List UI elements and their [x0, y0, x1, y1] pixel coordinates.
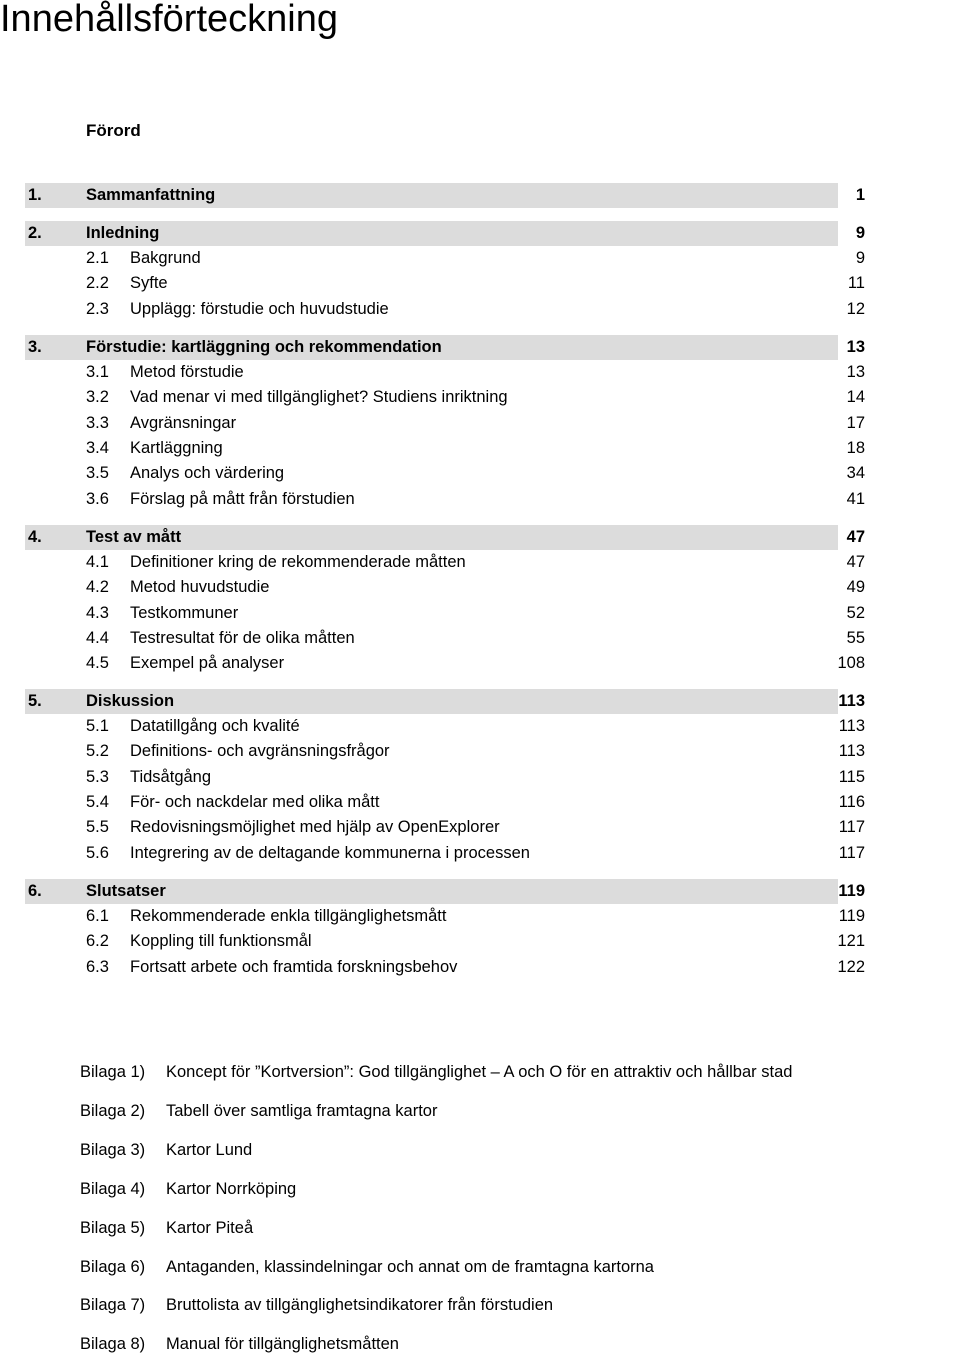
toc-subsection-row[interactable] [0, 714, 960, 739]
subsection-title: Avgränsningar [130, 413, 237, 432]
subsection-page-number: 117 [838, 843, 865, 862]
section-title: Diskussion [86, 692, 175, 710]
subsection-title: Fortsatt arbete och framtida forskningsbehov [130, 957, 458, 976]
subsection-number: 4.5 [86, 654, 109, 673]
section-page-number: 113 [838, 692, 865, 710]
toc-subsection-row[interactable] [0, 765, 960, 790]
toc-subsection-row[interactable] [0, 360, 960, 385]
appendix-label: Bilaga 8) [80, 1335, 146, 1354]
appendix-item[interactable] [0, 1099, 960, 1123]
section-title: Förstudie: kartläggning och rekommendation [86, 338, 442, 356]
subsection-page-number: 34 [846, 464, 865, 483]
subsection-title: Testresultat för de olika måtten [130, 628, 355, 647]
subsection-title: Vad menar vi med tillgänglighet? Studiens inriktning [130, 388, 508, 407]
subsection-number: 6.3 [86, 957, 109, 976]
subsection-title: Exempel på analyser [130, 654, 285, 673]
subsection-page-number: 119 [838, 907, 865, 925]
appendix-title: Bruttolista av tillgänglighetsindikatorer från förstudien [166, 1296, 554, 1315]
subsection-page-number: 52 [846, 603, 865, 622]
subsection-title: Koppling till funktionsmål [130, 932, 312, 951]
section-number: 2. [28, 224, 42, 242]
toc-subsection-row[interactable] [0, 575, 960, 600]
appendix-item[interactable] [0, 1255, 960, 1279]
appendix-item[interactable] [0, 1060, 960, 1084]
toc-subsection-row[interactable] [0, 550, 960, 575]
appendix-title: Koncept för ”Kortversion”: God tillgänglighet – A och O för en attraktiv och hållbar stad [166, 1063, 793, 1081]
appendix-item[interactable] [0, 1216, 960, 1240]
toc-section-row[interactable] [0, 335, 960, 360]
toc-subsection-row[interactable] [0, 385, 960, 410]
appendix-title: Manual för tillgänglighetsmåtten [166, 1335, 399, 1354]
appendix-item[interactable] [0, 1138, 960, 1162]
section-page-number: 1 [855, 186, 865, 204]
toc-subsection-row[interactable] [0, 929, 960, 954]
toc-subsection-row[interactable] [0, 271, 960, 296]
subsection-title: För- och nackdelar med olika mått [130, 792, 380, 811]
subsection-number: 5.5 [86, 818, 109, 837]
toc-section-row[interactable] [0, 525, 960, 550]
toc-subsection-row[interactable] [0, 955, 960, 980]
section-number: 5. [28, 692, 42, 710]
appendix-item[interactable] [0, 1293, 960, 1317]
appendix-title: Kartor Lund [166, 1140, 253, 1159]
subsection-page-number: 11 [847, 274, 865, 293]
subsection-number: 5.2 [86, 742, 109, 761]
subsection-title: Definitioner kring de rekommenderade måtten [130, 553, 466, 571]
subsection-title: Integrering av de deltagande kommunerna i processen [130, 843, 530, 862]
subsection-page-number: 117 [838, 818, 865, 837]
toc-subsection-row[interactable] [0, 815, 960, 840]
subsection-number: 5.6 [86, 843, 109, 862]
subsection-page-number: 41 [846, 489, 865, 508]
subsection-page-number: 14 [846, 388, 865, 407]
subsection-page-number: 108 [837, 654, 865, 673]
toc-subsection-row[interactable] [0, 739, 960, 764]
subsection-title: Syfte [130, 274, 168, 293]
subsection-title: Tidsåtgång [130, 767, 212, 786]
subsection-page-number: 121 [837, 932, 865, 951]
subsection-number: 5.4 [86, 792, 109, 811]
section-page-number: 47 [846, 528, 865, 546]
toc-section-row[interactable] [0, 879, 960, 904]
toc-subsection-row[interactable] [0, 436, 960, 461]
subsection-title: Definitions- och avgränsningsfrågor [130, 742, 390, 761]
subsection-page-number: 55 [846, 628, 865, 647]
subsection-number: 4.4 [86, 628, 109, 647]
subsection-number: 3.3 [86, 413, 109, 432]
subsection-page-number: 113 [838, 742, 865, 761]
appendix-label: Bilaga 4) [80, 1179, 146, 1198]
subsection-title: Kartläggning [130, 438, 223, 457]
subsection-title: Rekommenderade enkla tillgänglighetsmått [130, 907, 447, 925]
toc-subsection-row[interactable] [0, 246, 960, 271]
toc-subsection-row[interactable] [0, 297, 960, 322]
subsection-number: 3.1 [86, 363, 109, 381]
section-number: 3. [28, 338, 42, 356]
subsection-title: Metod huvudstudie [130, 578, 270, 597]
subsection-title: Datatillgång och kvalité [130, 717, 300, 735]
subsection-number: 5.3 [86, 767, 109, 786]
subsection-number: 6.2 [86, 932, 109, 951]
appendix-title: Tabell över samtliga framtagna kartor [166, 1101, 438, 1120]
subsection-number: 2.3 [86, 299, 109, 318]
section-title: Test av mått [86, 528, 182, 546]
toc-section-row[interactable] [0, 183, 960, 208]
subsection-page-number: 17 [846, 413, 865, 432]
toc-subsection-row[interactable] [0, 790, 960, 815]
section-number: 4. [28, 528, 42, 546]
subsection-number: 6.1 [86, 907, 109, 925]
appendix-item[interactable] [0, 1177, 960, 1201]
section-page-number: 13 [846, 338, 865, 356]
subsection-page-number: 47 [846, 553, 865, 571]
subsection-title: Analys och värdering [130, 464, 285, 483]
page-title: Innehållsförteckning [0, 0, 338, 40]
subsection-page-number: 9 [855, 249, 865, 267]
toc-subsection-row[interactable] [0, 841, 960, 866]
subsection-title: Förslag på mått från förstudien [130, 489, 355, 508]
section-title: Inledning [86, 224, 160, 242]
subsection-title: Upplägg: förstudie och huvudstudie [130, 299, 389, 318]
appendix-label: Bilaga 1) [80, 1063, 146, 1081]
subsection-page-number: 116 [838, 792, 865, 811]
subsection-number: 4.2 [86, 578, 109, 597]
subsection-page-number: 113 [838, 717, 865, 735]
section-page-number: 9 [855, 224, 865, 242]
appendix-label: Bilaga 2) [80, 1101, 146, 1120]
subsection-number: 2.2 [86, 274, 109, 293]
subsection-number: 4.1 [86, 553, 109, 571]
subsection-title: Testkommuner [130, 603, 239, 622]
appendix-label: Bilaga 5) [80, 1218, 146, 1237]
toc-subsection-row[interactable] [0, 487, 960, 512]
subsection-number: 4.3 [86, 603, 109, 622]
subsection-number: 5.1 [86, 717, 109, 735]
toc-section-row[interactable] [0, 689, 960, 714]
subsection-number: 2.1 [86, 249, 109, 267]
subsection-page-number: 122 [837, 957, 865, 976]
subsection-title: Metod förstudie [130, 363, 244, 381]
appendix-label: Bilaga 7) [80, 1296, 146, 1315]
appendix-label: Bilaga 3) [80, 1140, 146, 1159]
toc-subsection-row[interactable] [0, 461, 960, 486]
section-page-number: 119 [838, 882, 865, 900]
subsection-number: 3.2 [86, 388, 109, 407]
appendix-item[interactable] [0, 1332, 960, 1356]
subsection-page-number: 18 [846, 438, 865, 457]
subsection-page-number: 12 [846, 299, 865, 318]
subsection-page-number: 49 [846, 578, 865, 597]
subsection-number: 3.4 [86, 438, 109, 457]
toc-subsection-row[interactable] [0, 626, 960, 651]
appendix-title: Antaganden, klassindelningar och annat om de framtagna kartorna [166, 1257, 654, 1276]
toc-section-row[interactable] [0, 221, 960, 246]
toc-subsection-row[interactable] [0, 651, 960, 676]
subsection-number: 3.6 [86, 489, 109, 508]
subsection-page-number: 13 [846, 363, 865, 381]
toc-subsection-row[interactable] [0, 601, 960, 626]
section-number: 1. [28, 186, 42, 204]
section-number: 6. [28, 882, 42, 900]
appendix-title: Kartor Norrköping [166, 1179, 297, 1198]
appendix-label: Bilaga 6) [80, 1257, 146, 1276]
section-title: Sammanfattning [86, 186, 216, 204]
toc-foreword[interactable]: Förord [86, 121, 141, 140]
appendix-title: Kartor Piteå [166, 1218, 254, 1237]
subsection-number: 3.5 [86, 464, 109, 483]
subsection-title: Redovisningsmöjlighet med hjälp av OpenExplorer [130, 818, 500, 837]
toc-subsection-row[interactable] [0, 411, 960, 436]
subsection-title: Bakgrund [130, 249, 201, 267]
subsection-page-number: 115 [838, 767, 865, 786]
section-title: Slutsatser [86, 882, 166, 900]
toc-subsection-row[interactable] [0, 904, 960, 929]
